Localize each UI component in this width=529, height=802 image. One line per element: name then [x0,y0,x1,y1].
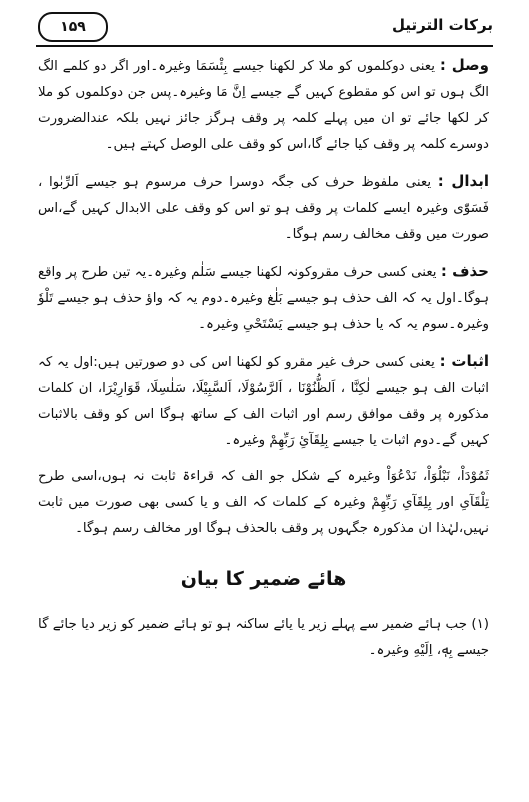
entry-wasl [38,52,489,158]
term-label: اثبات : [439,352,490,370]
term-definition: یعنی ملفوظ حرف کی جگہ دوسرا حرف مرسوم ہو جیسے اَلرِّبٰوا ، فَسَوّٰی وغیرہ ایسے کلمات پر وقف ہو تو اس کو وقف علی الابدال کہیں گے،اس صورت میں وقف مخالف رسم ہوگا۔ [38,175,489,242]
section-heading: ھائے ضمیر کا بیان [180,568,347,590]
term-definition: یعنی کسی حرف مقروکونہ لکھنا جیسے سَلٰم وغیرہ۔یہ تین طرح پر واقع ہوگا۔اول یہ کہ الف حذف ہو جیسے بَلٰغ وغیرہ۔دوم یہ کہ واؤ حذف ہو جیسے تَلْوٗ وغیرہ۔سوم یہ کہ یا حذف ہو جیسے یَسْتَحْیِ وغیرہ۔ [38,265,489,332]
closing-paragraph: ثَمُوْدَاْ، نَبْلُوَاْ، نَدْعُوَاْ وغیرہ کے شکل جو الف کہ قراءۃ ثابت نہ ہوں،اسی طرح تِلْقَآیِ اور بِلِقَآیِ رَبِّهِمْ وغیرہ کے کلمات کہ الف و یا کسی بھی صورت میں ثابت نہیں،لہٰذا ان مذکورہ جگہوں پر وقف بالحذف ہوگا اور مخالف رسم ہوگا۔ [38,469,489,536]
rule-1: (۱) جب ہائے ضمیر سے پہلے زیر یا یائے ساکنہ ہو تو ہائے ضمیر کو زیر دیا جائے گا جیسے بِهٖ، اِلَیْهِ وغیرہ۔ [38,617,489,658]
term-label: حذف : [440,262,489,280]
term-label: ابدال : [437,172,489,190]
entry-isbat [38,348,489,454]
entry-hazf [38,258,489,338]
term-label: وصل : [439,56,490,74]
book-title: برکات الترتیل [392,16,493,34]
entry-ibdal [38,168,489,248]
header-divider [36,45,493,47]
page-number: ۱۵۹ [38,12,108,42]
term-definition: یعنی دوکلموں کو ملا کر لکھنا جیسے بِئْسَمَا وغیرہ۔اور اگر دو کلمے الگ الگ ہوں تو اس کو مقطوع کہیں گے جیسے اِنَّ مَا وغیرہ۔پس جن دوکلموں کو ملا کر لکھا جائے تو ان میں پہلے کلمہ پر وقف ہرگز جائز نہیں بلکہ عندالضرورت دوسرے کلمہ پر وقف کیا جائے گا،اس کو وقف علی الوصل کہتے ہیں۔ [38,59,489,152]
page-header [36,12,493,44]
term-definition: یعنی کسی حرف غیر مقرو کو لکھنا اس کی دو صورتیں ہیں:اول یہ کہ اثبات الف ہو جیسے لٰکِنَّا ، اَلظُّنُوْنَا ، اَلرَّسُوْلَا، اَلسَّبِیْلَا، سَلٰسِلَا، قَوَارِیْرَا، ان کلمات مذکورہ پر وقف موافق رسم اور اثبات الف کے ساتھ ہوگا اس کو وقف بالاثبات کہیں گے۔دوم اثبات یا جیسے بِلِقَآئِ رَبِّهِمْ وغیرہ۔ [38,355,489,448]
page-body [38,52,489,674]
